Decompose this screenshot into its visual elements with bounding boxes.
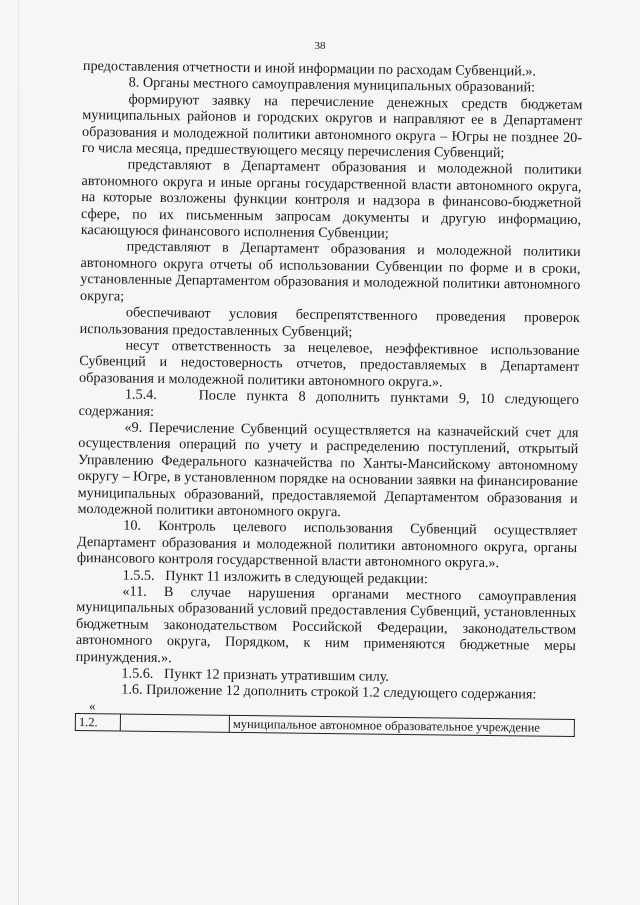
paragraph: предоставления отчетности и иной информации по расходам Субвенций.». bbox=[82, 58, 537, 80]
paragraph: 10. Контроль целевого использования Субвенций осуществляет Департамент образования и молодежной политики автономного округа, органы финансового контроля государственной власти автономного округа.». bbox=[76, 517, 578, 572]
paragraph: обеспечивают условия беспрепятственного проведения проверок использования предоставленных Субвенций; bbox=[79, 304, 580, 340]
paragraph: 1.5.5. Пункт 11 изложить в следующей редакции: bbox=[122, 567, 428, 587]
paragraph: «9. Перечисление Субвенций осуществляется на казначейский счет для осуществления операций по учету и распределению поступлений, открытый Управлению Федерального казначейства по Ханты-Мансийскому автономному округу – Югре, в установленном порядке на основании заявки на финансирование муниципальных образований, предоставляемой Департаментом образования и молодежной политики автономного округа. bbox=[77, 419, 579, 521]
paragraph: формируют заявку на перечисление денежных средств бюджетам муниципальных районов и городских округов и направляют ее в Департамент образования и молодежной политики автономного округа – Югры не позднее 20-го числа месяца, предшествующего месяцу перечисления Субвенций; bbox=[81, 91, 583, 162]
document-body bbox=[75, 58, 583, 737]
paragraph: представляют в Департамент образования и молодежной политики автономного округа отчеты об использовании Субвенции по форме и в сроки, установленные Департаментом образования и молодежной политики автономного округа; bbox=[79, 239, 581, 305]
paragraph: 1.5.6. Пункт 12 признать утратившим силу. bbox=[121, 665, 390, 685]
paragraph: 8. Органы местного самоуправления муниципальных образований: bbox=[128, 74, 536, 96]
page-number: 38 bbox=[314, 40, 326, 52]
table-cell-number: 1.2. bbox=[75, 713, 120, 731]
paragraph: 1.6. Приложение 12 дополнить строкой 1.2 следующего содержания: bbox=[121, 681, 537, 704]
paragraph-list bbox=[75, 58, 583, 704]
scan-edge-line bbox=[18, 0, 19, 905]
paragraph: несут ответственность за нецелевое, неэффективное использование Субвенций и недостоверность отчетов, предоставляемых в Департамент образования и молодежной политики автономного округа.». bbox=[78, 337, 580, 391]
table-cell-empty bbox=[120, 714, 229, 733]
quote-open-mark: « bbox=[88, 697, 96, 714]
paragraph: «11. В случае нарушения органами местного самоуправления муниципальных образований условий предоставления Субвенций, установленных бюджетным законодательством Российской Федерации, законодательством автономного округа, Порядком, к ним применяются бюджетные меры принуждения.». bbox=[75, 583, 577, 666]
paragraph: 1.5.4. После пункта 8 дополнить пунктами 9, 10 следующего содержания: bbox=[78, 386, 579, 420]
table-cell-description: муниципальное автономное образовательное учреждение bbox=[229, 715, 574, 737]
paragraph: представляют в Департамент образования и молодежной политики автономного округа и иные органы государственной власти автономного округа, на которые возложены функции контроля и надзора в финансово-бюджетной сфере, по их письменным запросам документы и другую информацию, касающуюся финансового исполнения Субвенции; bbox=[80, 156, 582, 242]
